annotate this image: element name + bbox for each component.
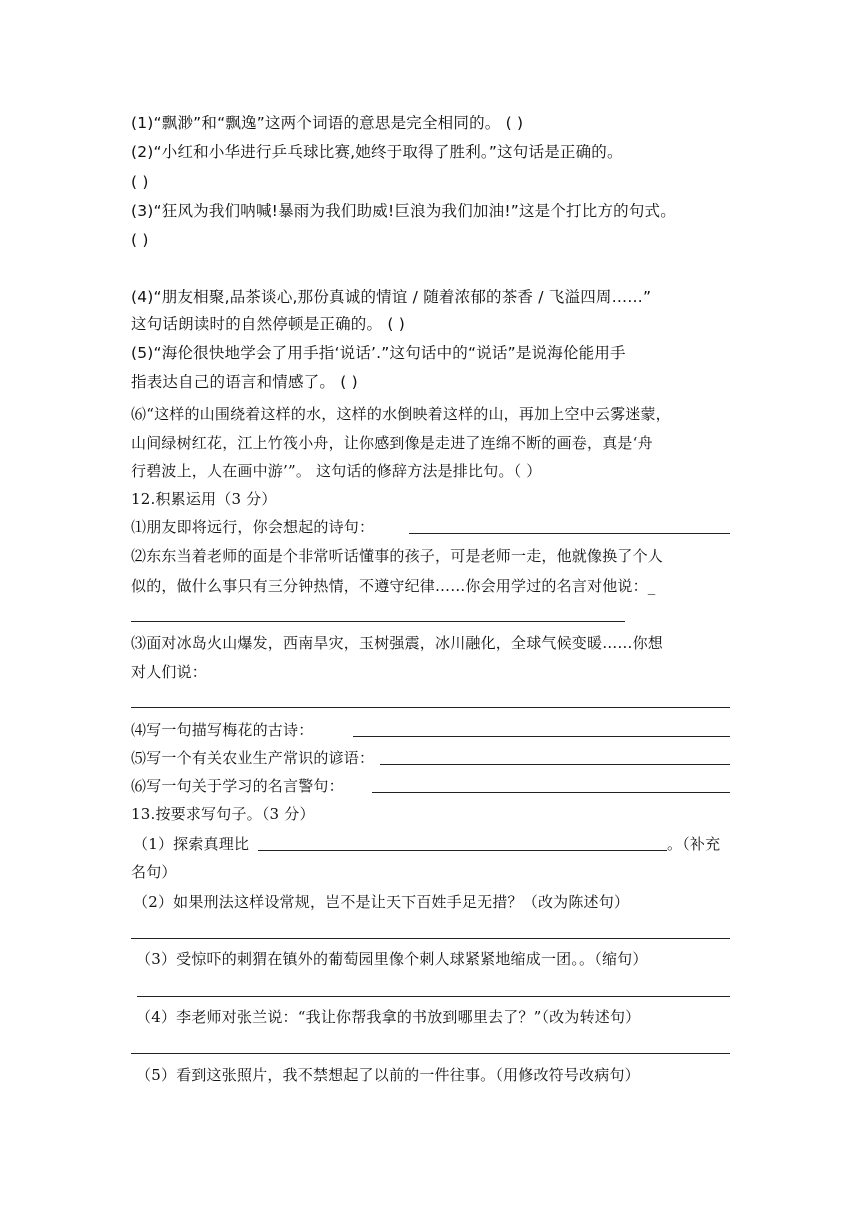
section-12-title: 12.积累运用（3 分） <box>131 490 277 508</box>
judge-question-6-line3: 行碧波上，人在画中游’”。 这句话的修辞方法是排比句。（ ） <box>131 462 542 480</box>
accumulate-question-2-line2: 似的，做什么事只有三分钟热情，不遵守纪律……你会用学过的名言对他说：_ <box>131 577 656 595</box>
answer-line-12-1[interactable] <box>409 533 730 534</box>
sentence-question-1-line2: 名句） <box>131 863 177 881</box>
answer-line-12-4[interactable] <box>353 736 730 737</box>
answer-line-13-4[interactable] <box>131 1053 730 1054</box>
accumulate-question-5: ⑸写一个有关农业生产常识的谚语： <box>131 749 375 767</box>
answer-line-12-3[interactable] <box>131 707 730 708</box>
answer-line-12-2[interactable] <box>131 621 625 622</box>
sentence-question-2: （2）如果刑法这样设常规，岂不是让天下百姓手足无措？（改为陈述句） <box>133 893 630 911</box>
answer-line-12-5[interactable] <box>380 764 730 765</box>
judge-question-3-answer: ( ) <box>131 231 149 249</box>
accumulate-question-4: ⑷写一句描写梅花的古诗： <box>131 721 314 739</box>
judge-question-2-line1: (2)“小红和小华进行乒乓球比赛,她终于取得了胜利。”这句话是正确的。 <box>131 143 623 161</box>
judge-question-6-line2: 山间绿树红花，江上竹筏小舟，让你感到像是走进了连绵不断的画卷，真是‘舟 <box>131 434 653 452</box>
accumulate-question-1: ⑴朋友即将远行，你会想起的诗句： <box>131 518 375 536</box>
answer-line-13-2[interactable] <box>131 938 730 939</box>
judge-question-3-line1: (3)“狂风为我们呐喊!暴雨为我们助威!巨浪为我们加油!”这是个打比方的句式。 <box>131 202 676 220</box>
judge-question-5-line1: (5)“海伦很快地学会了用手指‘说话’.”这句话中的“说话”是说海伦能用手 <box>131 344 626 362</box>
accumulate-question-3-line2: 对人们说： <box>131 663 208 681</box>
section-13-title: 13.按要求写句子。（3 分） <box>131 805 315 823</box>
accumulate-question-3-line1: ⑶面对冰岛火山爆发，西南旱灾，玉树强震，冰川融化，全球气候变暖……你想 <box>131 634 664 652</box>
judge-question-5-line2: 指表达自己的语言和情感了。 ( ) <box>131 373 358 391</box>
accumulate-question-6: ⑹写一句关于学习的名言警句： <box>131 777 344 795</box>
judge-question-4-line1: (4)“朋友相聚,品茶谈心,那份真诚的情谊 / 随着浓郁的茶香 / 飞溢四周……” <box>131 288 652 306</box>
judge-question-4-line2: 这句话朗读时的自然停顿是正确的。 ( ) <box>131 315 405 333</box>
answer-line-13-1[interactable] <box>258 850 667 851</box>
judge-question-2-answer: ( ) <box>131 173 149 191</box>
accumulate-question-2-line1: ⑵东东当着老师的面是个非常听话懂事的孩子，可是老师一走，他就像换了个人 <box>131 547 664 565</box>
sentence-question-1-prefix: （1）探索真理比 <box>133 835 250 853</box>
answer-line-13-3[interactable] <box>137 996 730 997</box>
sentence-question-5: （5）看到这张照片，我不禁想起了以前的一件往事。（用修改符号改病句） <box>136 1066 640 1084</box>
judge-question-6-line1: ⑹“这样的山围绕着这样的水，这样的水倒映着这样的山，再加上空中云雾迷蒙， <box>131 405 671 423</box>
answer-line-12-6[interactable] <box>372 792 730 793</box>
sentence-question-4: （4）李老师对张兰说：“我让你帮我拿的书放到哪里去了？”（改为转述句） <box>136 1008 641 1026</box>
judge-question-1: (1)“飘渺”和“飘逸”这两个词语的意思是完全相同的。 ( ) <box>131 114 524 132</box>
sentence-question-1-suffix: 。（补充 <box>667 835 721 853</box>
sentence-question-3: （3）受惊吓的刺猬在镇外的葡萄园里像个刺人球紧紧地缩成一团。。（缩句） <box>136 950 648 968</box>
